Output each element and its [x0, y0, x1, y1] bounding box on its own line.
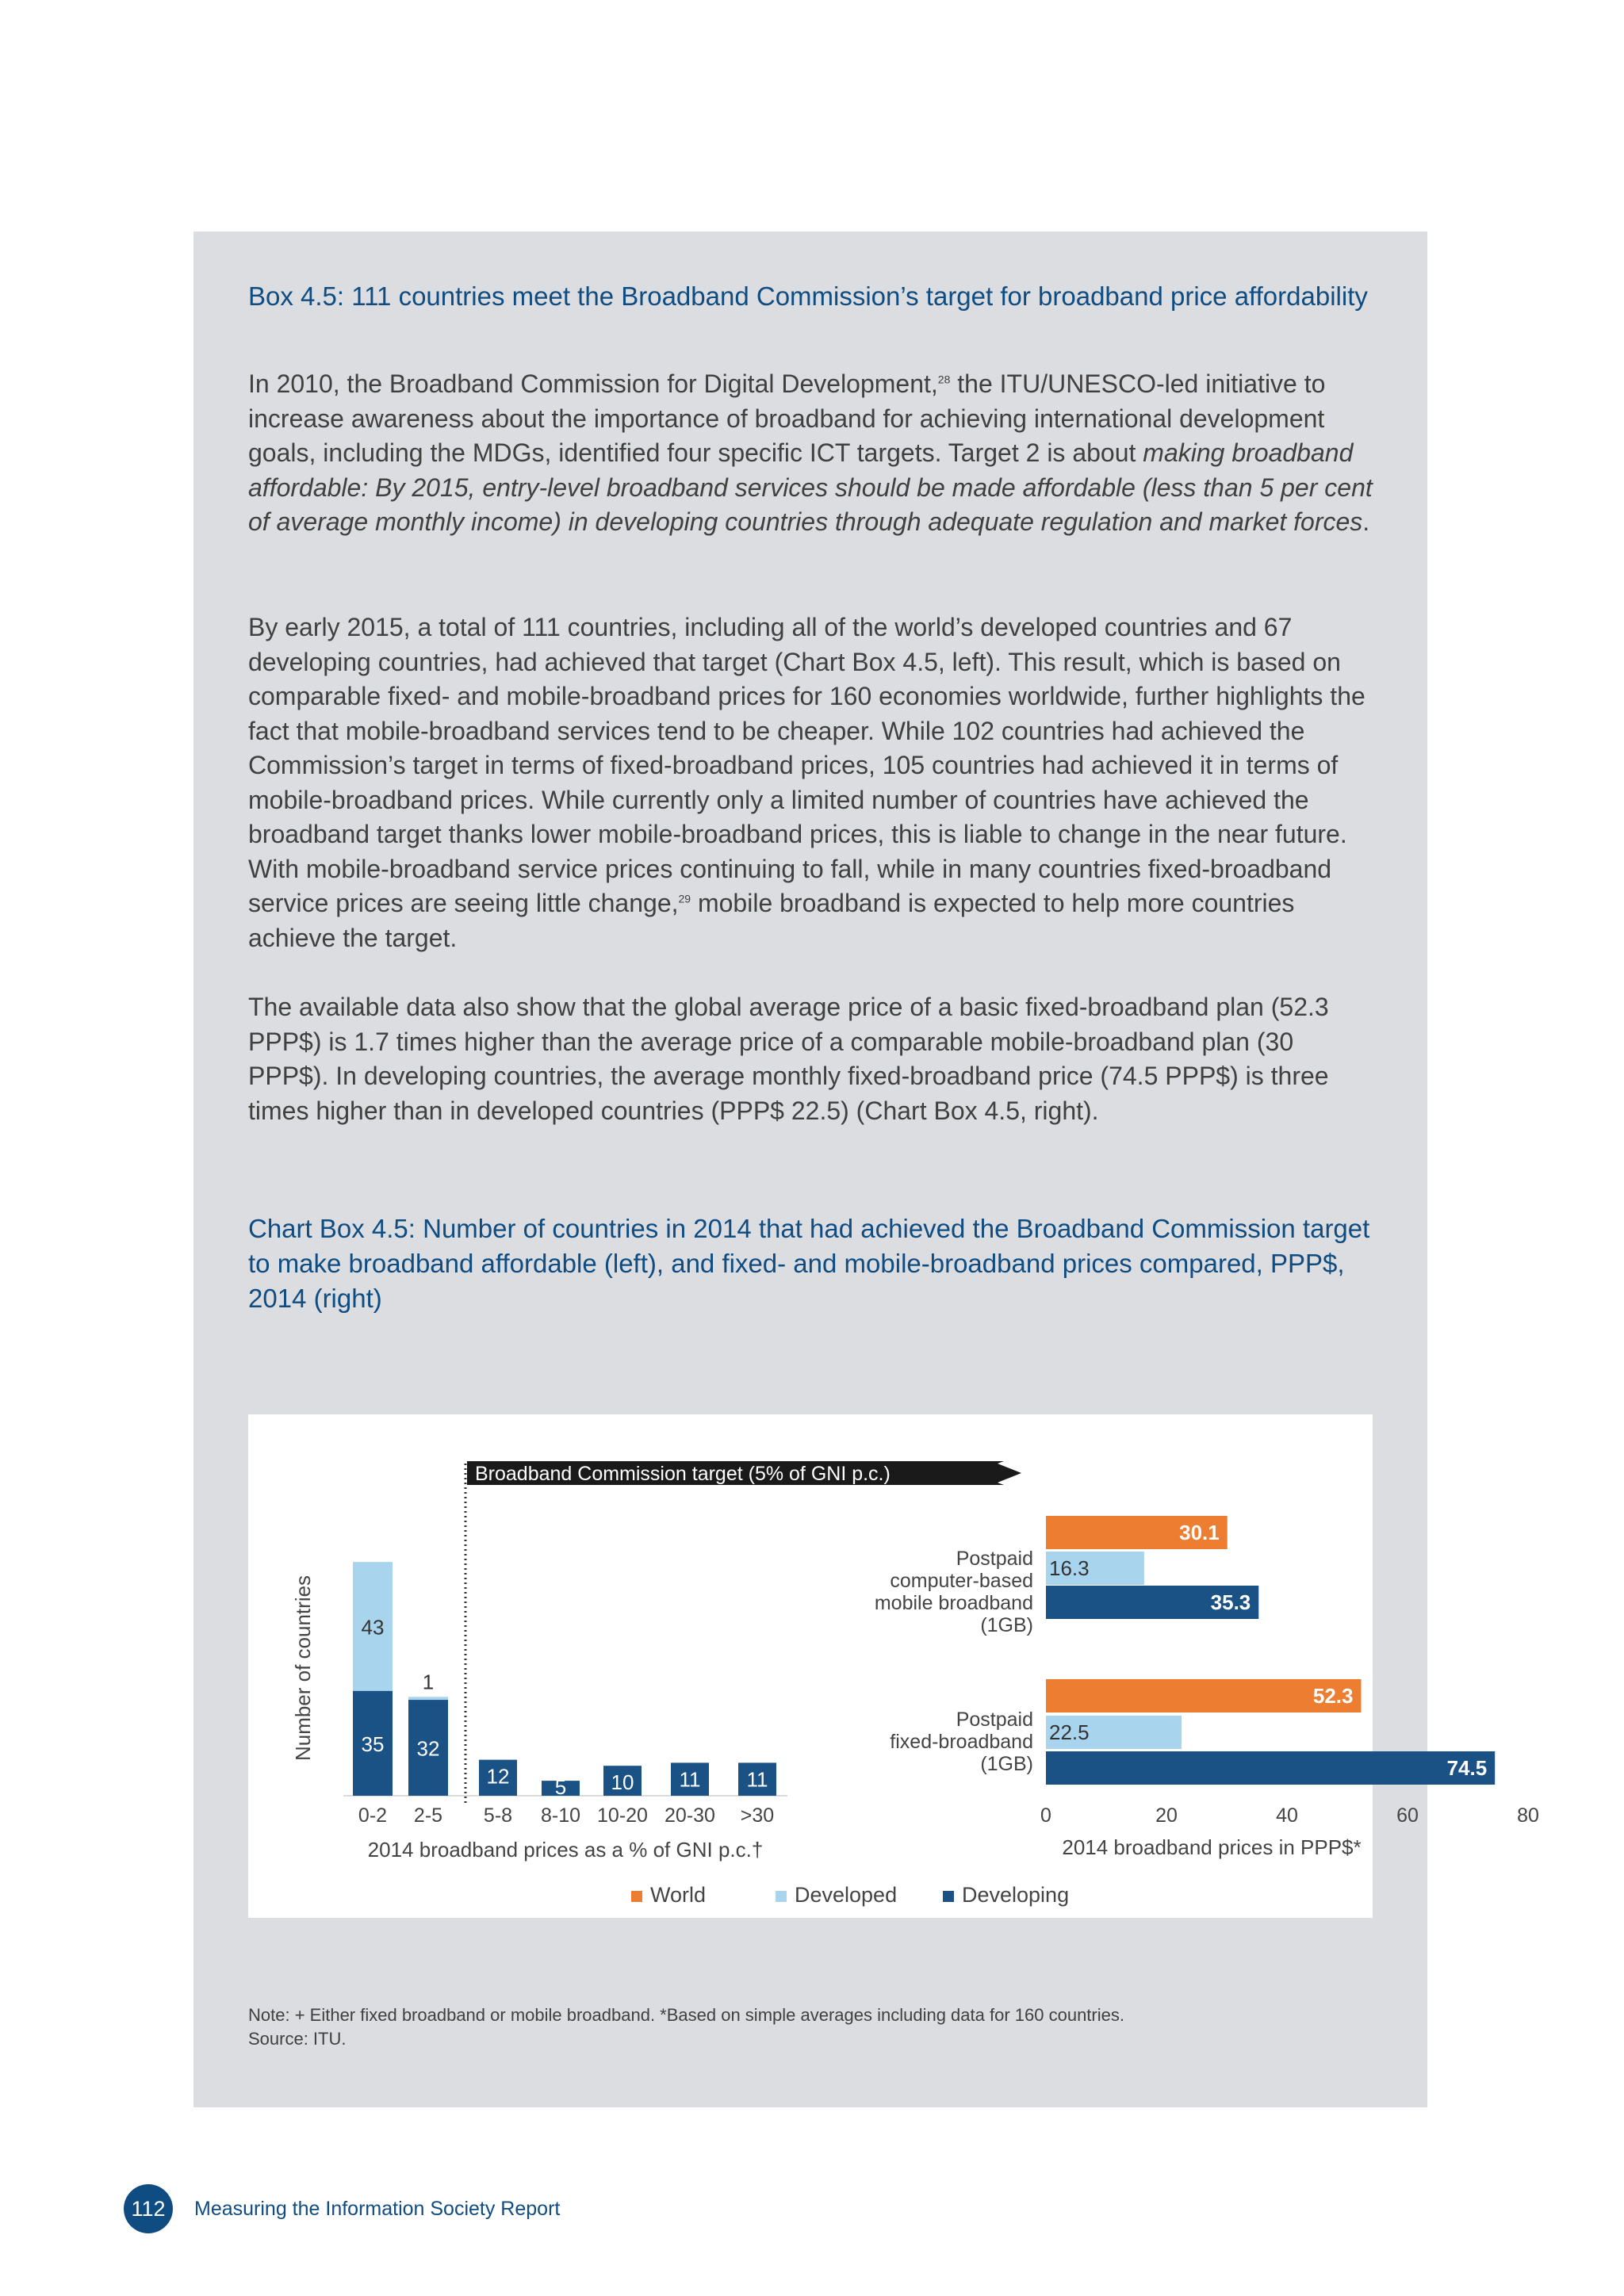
chart-note [248, 2003, 1124, 2051]
category-label-0-3: (1GB) [980, 1614, 1033, 1636]
legend-label-world: World [650, 1883, 707, 1907]
footnote-ref-29[interactable]: 29 [678, 892, 691, 905]
target-quote: making broadband affordable: By 2015, entry-level broadband services should be made affordable (less than 5 per cent of average monthly income) in developing countries through adequate regulation and market forces [248, 438, 1373, 536]
paragraph-text: mobile broadband is expected to help more countries achieve the target. [248, 889, 1295, 952]
right-x-tick-4: 80 [1517, 1804, 1539, 1827]
paragraph-text: In 2010, the Broadband Commission for Digital Development, [248, 369, 938, 398]
category-label-1-0: Postpaid [956, 1709, 1033, 1731]
data-label-developing-5: 11 [679, 1767, 701, 1792]
target-label: Broadband Commission target (5% of GNI p.c.) [475, 1463, 891, 1485]
data-label-developed-1: 1 [422, 1670, 435, 1694]
x-tick-label-1: 2-5 [413, 1804, 443, 1827]
x-tick-label-2: 5-8 [483, 1804, 513, 1827]
right-x-tick-2: 40 [1276, 1804, 1298, 1827]
legend-swatch-developing [943, 1891, 954, 1902]
right-x-axis-label: 2014 broadband prices in PPP$* [1062, 1835, 1362, 1859]
paragraph-text: By early 2015, a total of 111 countries, including all of the world’s developed countries and 67 developing countries, had achieved that target (Chart Box 4.5, left). This result, which is based on comparable fixed- and mobile-broadband prices for 160 economies worldwide, further highlights the fact that mobile-broadband services tend to be cheaper. While 102 countries had achieved the Commission’s target in terms of fixed-broadband prices, 105 countries had achieved it in terms of mobile-broadband prices. While currently only a limited number of countries have achieved the broadband target thanks lower mobile-broadband prices, this is liable to change in the near future. With mobile-broadband service prices continuing to fall, while in many countries fixed-broadband service prices are seeing little change, [248, 613, 1365, 917]
x-tick-label-4: 10-20 [597, 1804, 648, 1827]
x-tick-label-0: 0-2 [358, 1804, 388, 1827]
hbar-label-developed-1: 22.5 [1049, 1720, 1090, 1744]
right-x-tick-0: 0 [1040, 1804, 1051, 1827]
paragraph-text: . [1362, 507, 1370, 536]
hbar-label-developing-0: 35.3 [1210, 1590, 1251, 1614]
box-paragraph-2 [248, 610, 1374, 955]
right-x-tick-3: 60 [1396, 1804, 1419, 1827]
category-label-1-1: fixed-broadband [890, 1731, 1033, 1753]
data-label-developing-1: 32 [416, 1736, 440, 1761]
data-label-developing-4: 10 [611, 1770, 634, 1795]
hbar-label-developing-1: 74.5 [1446, 1756, 1488, 1780]
x-tick-label-6: >30 [740, 1804, 775, 1827]
data-label-developed-0: 43 [361, 1615, 385, 1640]
legend-swatch-developed [776, 1891, 787, 1902]
category-label-0-2: mobile broadband [874, 1592, 1033, 1614]
paragraph-text: the ITU/UNESCO-led initiative to increase awareness about the importance of broadband for achieving international development goals, including the MDGs, identified four specific ICT targets. Target 2 is about [248, 369, 1326, 467]
right-x-tick-1: 20 [1155, 1804, 1178, 1827]
note-text: Note: + Either fixed broadband or mobile broadband. *Based on simple averages including data for 160 countries. [248, 2005, 1124, 2025]
hbar-label-world-1: 52.3 [1312, 1684, 1354, 1708]
data-label-developing-3: 5 [554, 1775, 567, 1799]
source-text: Source: ITU. [248, 2029, 347, 2049]
category-label-0-0: Postpaid [956, 1548, 1033, 1570]
footer-report-title: Measuring the Information Society Report [194, 2198, 561, 2220]
y-axis-label: Number of countries [291, 1575, 315, 1762]
page-number: 112 [124, 2184, 173, 2233]
chart-title: Chart Box 4.5: Number of countries in 2014 that had achieved the Broadband Commission target to make broadband affordable (left), and fixed- and mobile-broadband prices compared, PPP$, 2014 (right) [248, 1214, 1370, 1313]
footnote-ref-28[interactable]: 28 [937, 373, 951, 386]
data-label-developing-6: 11 [746, 1767, 768, 1792]
box-title: Box 4.5: 111 countries meet the Broadband Commission’s target for broadband price affordability [248, 281, 1368, 311]
x-tick-label-5: 20-30 [665, 1804, 715, 1827]
legend-swatch-world [631, 1891, 642, 1902]
bar-developed-1 [408, 1697, 448, 1700]
box-paragraph-1 [248, 367, 1374, 540]
category-label-0-1: computer-based [890, 1570, 1033, 1592]
data-label-developing-2: 12 [486, 1764, 510, 1789]
legend-label-developing: Developing [962, 1883, 1070, 1907]
box-paragraph-3 [248, 990, 1374, 1128]
chart-panel [248, 1414, 1539, 1918]
category-label-1-2: (1GB) [980, 1753, 1033, 1775]
x-tick-label-3: 8-10 [540, 1804, 581, 1827]
hbar-label-developed-0: 16.3 [1049, 1556, 1090, 1580]
paragraph-text: The available data also show that the global average price of a basic fixed-broadband plan (52.3 PPP$) is 1.7 times higher than the average price of a comparable mobile-broadband plan (30 PPP$). In developing countries, the average monthly fixed-broadband price (74.5 PPP$) is three times higher than in developed countries (PPP$ 22.5) (Chart Box 4.5, right). [248, 993, 1329, 1125]
chart-canvas [248, 1414, 1539, 1918]
x-axis-label: 2014 broadband prices as a % of GNI p.c.† [367, 1838, 764, 1862]
hbar-developing-1 [1046, 1751, 1495, 1785]
legend-label-developed: Developed [795, 1883, 898, 1907]
data-label-developing-0: 35 [361, 1732, 385, 1756]
hbar-label-world-0: 30.1 [1179, 1521, 1220, 1544]
